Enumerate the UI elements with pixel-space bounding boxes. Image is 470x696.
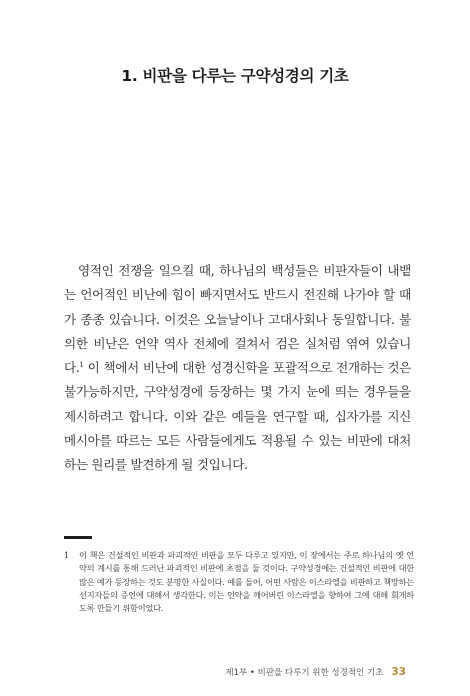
footnote-reference[interactable]: 1 [79,361,84,369]
running-title: 제1부 • 비판을 다루기 위한 성경적인 기초 [225,668,384,678]
footnote [64,549,414,615]
footnote-divider [64,536,92,539]
body-paragraph [64,259,411,478]
footnote-text: 이 책은 건설적인 비판과 파괴적인 비판을 모두 다루고 있지만, 이 장에서는 주로 하나님의 옛 언약의 계시를 통해 드러난 파괴적인 비판에 초점을 둘 것이다. 구약성경에는 건설적인 비판에 대한 많은 예가 등장하는 것도 분명한 사실이다. 예를 들어, 어떤 사람은 이스라엘을 비판하고 책망하는 선지자들의 증언에 대해서 생각한다. 이는 언약을 깨어버린 이스라엘을 향하여 그에 대해 회개하도록 만들기 위함이었다. [79,550,414,614]
running-footer [225,666,406,678]
body-text-after-ref: 이 책에서 비난에 대한 성경신학을 포괄적으로 전개하는 것은 불가능하지만, 구약성경에 등장하는 몇 가지 눈에 띄는 경우들을 제시하려고 합니다. 이와 같은 예들을 연구할 때, 십자가를 지신 메시아를 따르는 모든 사람들에게도 적용될 수 있는 비판에 대처하는 원리를 발견하게 될 것입니다. [64,360,411,473]
footnote-number: 1 [64,550,70,560]
page-number: 33 [391,666,406,678]
body-text [64,259,411,478]
body-text-before-ref: 영적인 전쟁을 일으킬 때, 하나님의 백성들은 비판자들이 내뱉는 언어적인 비난에 힘이 빠지면서도 반드시 전진해 나가야 할 때가 종종 있습니다. 이것은 오늘날이나 고대사회나 동일합니다. 불의한 비난은 언약 역사 전체에 걸쳐서 검은 실처럼 엮여 있습니다. [64,263,411,376]
chapter-title: 1. 비판을 다루는 구약성경의 기초 [121,67,349,85]
